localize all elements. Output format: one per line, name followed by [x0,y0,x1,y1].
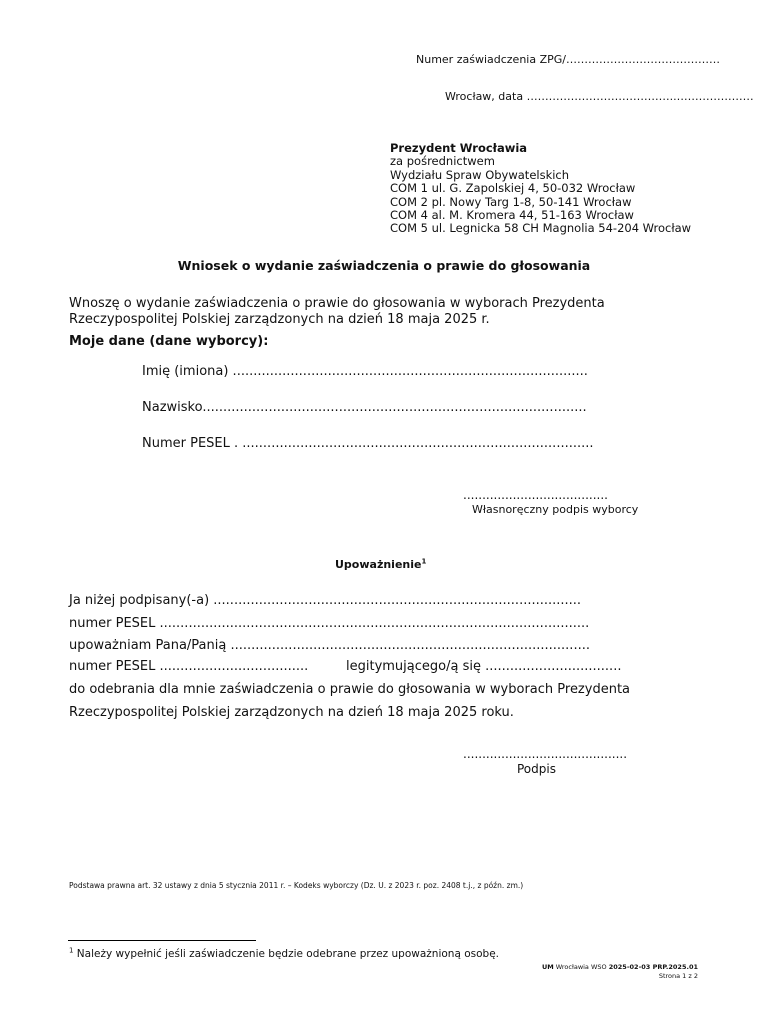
footnote-number: 1 [69,946,74,955]
authorization-signature-line[interactable]: ........................................... [463,747,628,761]
pesel-field[interactable]: Numer PESEL . ..................................................................................... [142,436,594,451]
footnote-mark: 1 [421,557,427,566]
addressee-line: COM 1 ul. G. Zapolskiej 4, 50-032 Wrocław [390,181,636,196]
id-document-field[interactable]: legitymującego/ą się ................................. [346,659,622,674]
form-title: Wniosek o wydanie zaświadczenia o prawie do głosowania [177,258,591,273]
intro-line-1: Wnoszę o wydanie zaświadczenia o prawie do głosowania w wyborach Prezydenta [69,296,605,311]
footnote: $^1$ Należy wypełnić jeśli zaświadczenie będzie odebrane przez upoważnioną osobę. [69,946,500,960]
authorization-text-line-1: do odebrania dla mnie zaświadczenia o prawie do głosowania w wyborach Prezydenta [69,682,631,697]
intro-line-2: Rzeczypospolitej Polskiej zarządzonych na dzień 18 maja 2025 r. [69,312,490,327]
last-name-field[interactable]: Nazwisko............................................................................................. [142,400,587,415]
document-code: UM Wrocławia WSO 2025-02-03 PRP.2025.01 [541,963,698,971]
authorization-heading: Upoważnienie$^1$ [335,557,427,571]
authorization-signature-label: Podpis [517,762,556,776]
first-name-field[interactable]: Imię (imiona) ...................................................................................... [142,364,588,379]
addressee-line: COM 5 ul. Legnicka 58 CH Magnolia 54-204 Wrocław [390,221,692,236]
voter-data-heading: Moje dane (dane wyborcy): [69,334,269,349]
authorized-pesel-field[interactable]: numer PESEL .................................... [69,659,309,674]
addressee-block [390,142,691,236]
authorizer-pesel-field[interactable]: numer PESEL ........................................................................................................ [69,616,590,631]
certificate-number: Numer zaświadczenia ZPG/…………………………………… [416,53,720,66]
voter-signature-label: Własnoręczny podpis wyborcy [472,503,639,516]
addressee-line: COM 4 al. M. Kromera 44, 51-163 Wrocław [390,208,634,223]
addressee-title: Prezydent Wrocławia [390,141,528,155]
addressee-line: Wydziału Spraw Obywatelskich [390,167,570,182]
addressee-line: COM 2 pl. Nowy Targ 1-8, 50-141 Wrocław [390,194,632,209]
authorizer-name-field[interactable]: Ja niżej podpisany(-a) ......................................................................................... [69,593,582,608]
place-and-date: Wrocław, data …………………………………..………………… [445,90,754,103]
addressee-line: za pośrednictwem [390,154,495,169]
authorized-person-field[interactable]: upoważniam Pana/Panią ....................................................................................... [69,638,590,653]
voter-signature-line[interactable]: ...................................... [463,488,608,502]
legal-basis: Podstawa prawna art. 32 ustawy z dnia 5 stycznia 2011 r. – Kodeks wyborczy (Dz. U. z 2023 r. poz. 2408 t.j., z późn. zm.) [69,881,524,890]
page-number: Strona 1 z 2 [658,972,698,980]
authorization-text-line-2: Rzeczypospolitej Polskiej zarządzonych na dzień 18 maja 2025 roku. [69,705,514,720]
footnote-divider [68,940,256,941]
